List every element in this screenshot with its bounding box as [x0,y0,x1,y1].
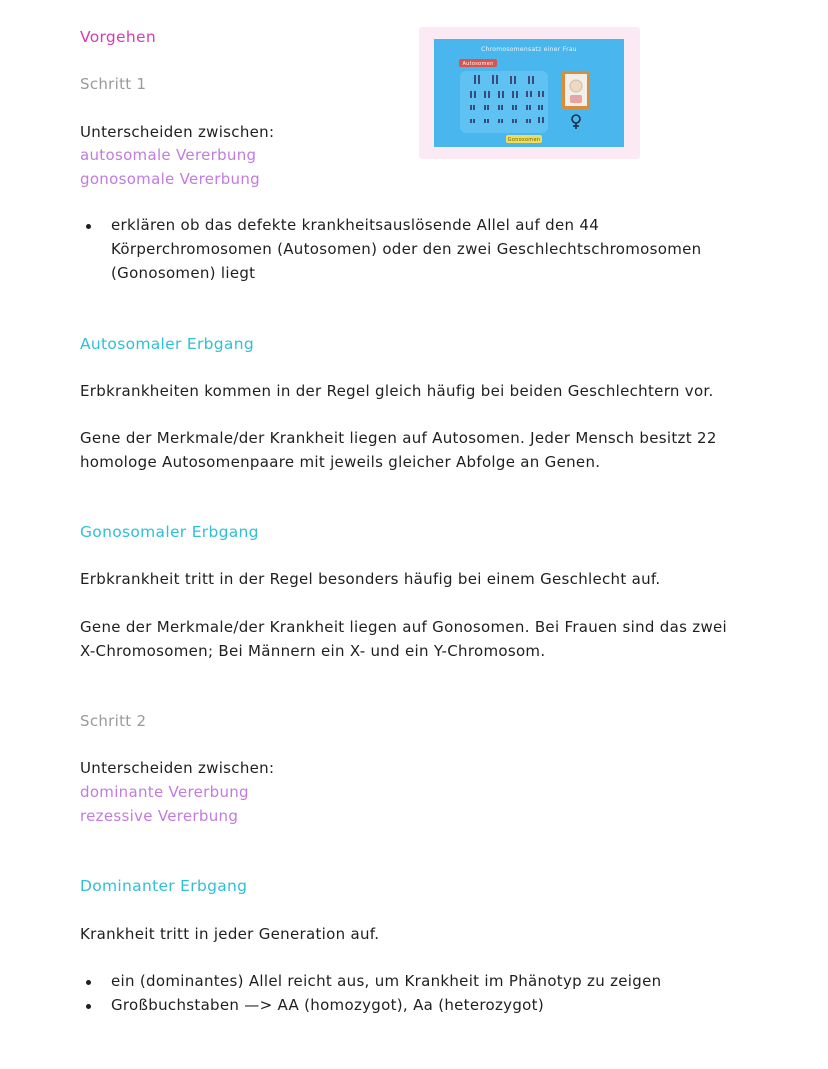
figure-tag: Autosomen [462,61,494,67]
female-symbol-icon [572,115,580,123]
step2-option-recessive: rezessive Vererbung [80,807,239,825]
dominant-paragraph-1: Krankheit tritt in jeder Generation auf. [80,925,380,943]
figure-footer: Gonosomen [507,137,541,143]
step1-option-autosomal: autosomale Vererbung [80,146,257,164]
step1-bullet-line-1: erklären ob das defekte krankheitsauslösende Allel auf den 44 [111,216,600,234]
step1-intro: Unterscheiden zwischen: [80,123,275,141]
bullet-icon [86,1004,91,1009]
step1-option-gonosomal: gonosomale Vererbung [80,170,260,188]
dominant-bullet-1: ein (dominantes) Allel reicht aus, um Krankheit im Phänotyp zu zeigen [111,972,662,990]
step1-label: Schritt 1 [80,75,147,93]
dominant-bullet-2: Großbuchstaben —> AA (homozygot), Aa (heterozygot) [111,996,544,1014]
step2-label: Schritt 2 [80,712,147,730]
step2-intro: Unterscheiden zwischen: [80,759,275,777]
gonosomal-paragraph-2-line-1: Gene der Merkmale/der Krankheit liegen auf Gonosomen. Bei Frauen sind das zwei [80,618,728,636]
chromosome-figure [419,27,640,159]
chromosome-screen [434,39,624,147]
bullet-icon [86,980,91,985]
step1-bullet-line-3: (Gonosomen) liegt [111,264,256,282]
autosomal-paragraph-2-line-2: homologe Autosomenpaare mit jeweils gleicher Abfolge an Genen. [80,453,601,471]
karyotype-illustration [434,39,624,147]
gonosomal-paragraph-2-line-2: X-Chromosomen; Bei Männern ein X- und ein Y-Chromosom. [80,642,546,660]
dominant-heading: Dominanter Erbgang [80,877,248,895]
bullet-icon [86,224,91,229]
figure-title: Chromosomensatz einer Frau [481,46,577,53]
autosomal-paragraph-1: Erbkrankheiten kommen in der Regel gleich häufig bei beiden Geschlechtern vor. [80,382,714,400]
autosomal-heading: Autosomaler Erbgang [80,335,254,353]
page-title: Vorgehen [80,28,156,46]
autosomal-paragraph-2-line-1: Gene der Merkmale/der Krankheit liegen auf Autosomen. Jeder Mensch besitzt 22 [80,429,717,447]
step2-option-dominant: dominante Vererbung [80,783,249,801]
gonosomal-paragraph-1: Erbkrankheit tritt in der Regel besonders häufig bei einem Geschlecht auf. [80,570,661,588]
step1-bullet-line-2: Körperchromosomen (Autosomen) oder den zwei Geschlechtschromosomen [111,240,702,258]
gonosomal-heading: Gonosomaler Erbgang [80,523,259,541]
